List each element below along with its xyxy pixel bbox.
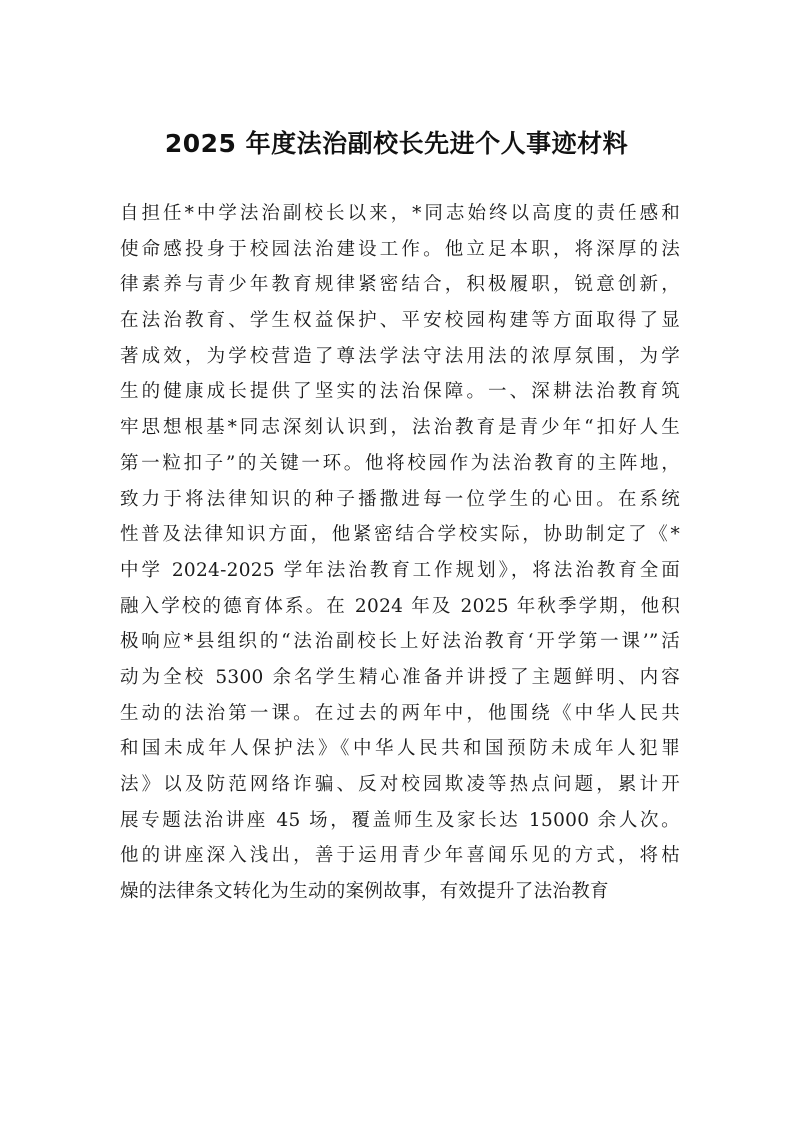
body-line: 燥的法律条文转化为生动的案例故事，有效提升了法治教育 bbox=[120, 881, 609, 903]
body-line: 生动的法治第一课。在过去的两年中，他围绕《中华人民共 bbox=[120, 702, 680, 724]
body-line: 融入学校的德育体系。在 2024 年及 2025 年秋季学期，他积 bbox=[120, 595, 680, 617]
body-line: 在法治教育、学生权益保护、平安校园构建等方面取得了显 bbox=[120, 310, 680, 332]
body-line: 动为全校 5300 余名学生精心准备并讲授了主题鲜明、内容 bbox=[120, 666, 680, 688]
body-line: 极响应*县组织的“法治副校长上好法治教育‘开学第一课’”活 bbox=[120, 631, 680, 653]
body-line: 中学 2024-2025 学年法治教育工作规划》，将法治教育全面 bbox=[120, 559, 680, 581]
body-line: 性普及法律知识方面，他紧密结合学校实际，协助制定了《* bbox=[120, 524, 680, 546]
body-line: 牢思想根基*同志深刻认识到，法治教育是青少年“扣好人生 bbox=[120, 417, 680, 439]
body-line: 致力于将法律知识的种子播撒进每一位学生的心田。在系统 bbox=[120, 488, 680, 510]
body-line: 他的讲座深入浅出，善于运用青少年喜闻乐见的方式，将枯 bbox=[120, 845, 680, 867]
body-line: 第一粒扣子”的关键一环。他将校园作为法治教育的主阵地， bbox=[120, 452, 680, 474]
body-line: 和国未成年人保护法》《中华人民共和国预防未成年人犯罪 bbox=[120, 738, 680, 760]
body-line: 法》以及防范网络诈骗、反对校园欺凌等热点问题，累计开 bbox=[120, 774, 680, 795]
body-line: 律素养与青少年教育规律紧密结合，积极履职，锐意创新， bbox=[120, 274, 680, 296]
body-line: 使命感投身于校园法治建设工作。他立足本职，将深厚的法 bbox=[120, 238, 680, 260]
body-line: 自担任*中学法治副校长以来，*同志始终以高度的责任感和 bbox=[120, 203, 680, 224]
body-line: 著成效，为学校营造了尊法学法守法用法的浓厚氛围，为学 bbox=[120, 345, 680, 367]
document-title: 2025 年度法治副校长先进个人事迹材料 bbox=[164, 129, 629, 158]
body-line: 展专题法治讲座 45 场，覆盖师生及家长达 15000 余人次。 bbox=[120, 809, 680, 831]
document-body bbox=[120, 196, 680, 910]
body-line: 生的健康成长提供了坚实的法治保障。一、深耕法治教育筑 bbox=[120, 381, 680, 403]
